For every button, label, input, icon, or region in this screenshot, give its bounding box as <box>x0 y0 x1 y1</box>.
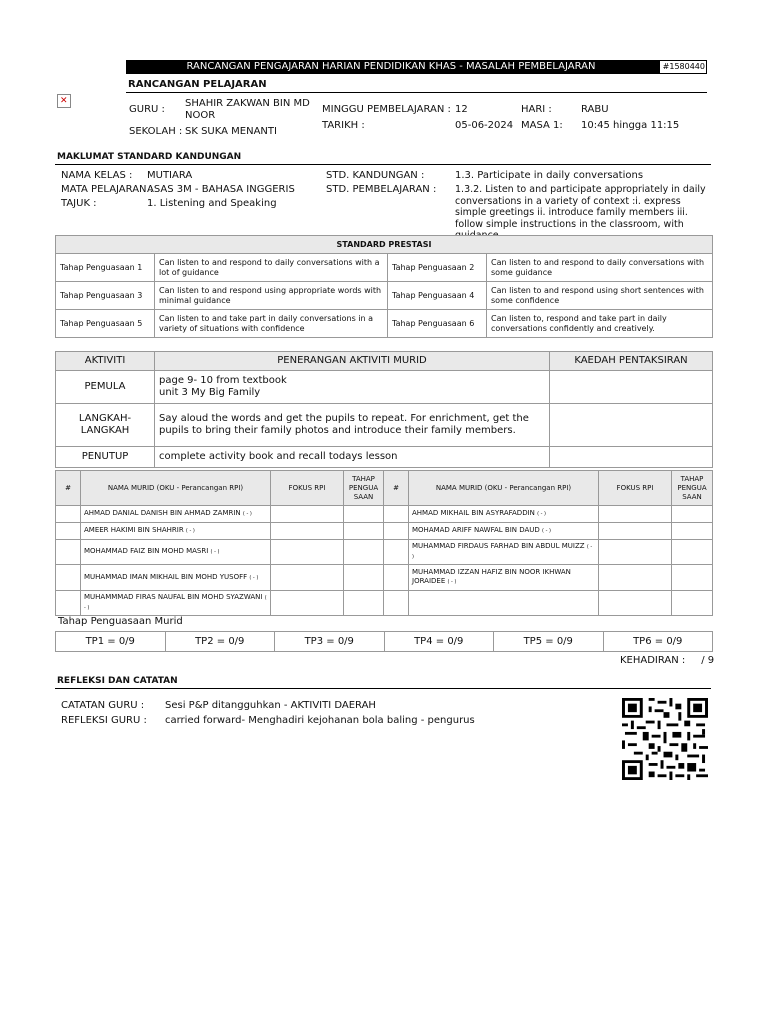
row-number-cell <box>384 523 409 540</box>
fokus-header: FOKUS RPI <box>599 471 672 506</box>
tahap-cell <box>344 523 384 540</box>
student-name: MUHAMMAD IZZAN HAFIZ BIN NOOR IKHWAN JORAIDEE ( - ) <box>409 565 599 591</box>
tp-description: Can listen to and take part in daily conversations in a variety of situations with confidence <box>155 310 388 338</box>
fokus-cell <box>599 506 672 523</box>
divider <box>126 92 707 93</box>
student-name: MUHAMMAD FIRDAUS FARHAD BIN ABDUL MUIZZ ( - ) <box>409 540 599 565</box>
divider <box>55 688 711 689</box>
row-number-cell <box>56 523 81 540</box>
tahap-cell <box>344 506 384 523</box>
fokus-cell <box>271 540 344 565</box>
row-number-cell <box>56 565 81 591</box>
student-name <box>409 591 599 616</box>
kaedah-cell <box>550 371 713 404</box>
tahap-header: TAHAP PENGUA SAAN <box>672 471 713 506</box>
murid-table <box>55 470 713 616</box>
tp-label: Tahap Penguasaan 3 <box>56 282 155 310</box>
fokus-cell <box>599 565 672 591</box>
tp-count: TP6 = 0/9 <box>603 632 713 652</box>
sekolah-label: SEKOLAH : <box>129 126 183 137</box>
kaedah-header: KAEDAH PENTAKSIRAN <box>550 352 713 371</box>
kaedah-cell <box>550 404 713 447</box>
student-name: MUHAMMAD IMAN MIKHAIL BIN MOHD YUSOFF ( - ) <box>81 565 271 591</box>
tp-summary-label: Tahap Penguasaan Murid <box>58 616 183 627</box>
tp-count: TP3 = 0/9 <box>275 632 385 652</box>
qr-code-icon <box>622 698 708 780</box>
table-row <box>56 565 713 591</box>
tahap-cell <box>344 565 384 591</box>
refleksi-value: carried forward- Menghadiri kejohanan bola baling - pengurus <box>165 715 475 726</box>
tahap-cell <box>672 506 713 523</box>
tp-label: Tahap Penguasaan 6 <box>388 310 487 338</box>
standard-prestasi-title: STANDARD PRESTASI <box>56 236 713 254</box>
fokus-cell <box>271 565 344 591</box>
masa-label: MASA 1: <box>521 120 563 131</box>
tahap-cell <box>672 565 713 591</box>
mata-pelajaran-value: ASAS 3M - BAHASA INGGERIS <box>147 184 295 195</box>
minggu-label: MINGGU PEMBELAJARAN : <box>322 104 451 115</box>
tarikh-value: 05-06-2024 <box>455 120 514 131</box>
aktiviti-header: AKTIVITI <box>56 352 155 371</box>
fokus-header: FOKUS RPI <box>271 471 344 506</box>
table-row <box>56 310 713 338</box>
tp-summary-table <box>55 631 713 652</box>
tp-label: Tahap Penguasaan 1 <box>56 254 155 282</box>
fokus-cell <box>599 591 672 616</box>
kaedah-cell <box>550 447 713 468</box>
masa-value: 10:45 hingga 11:15 <box>581 120 680 131</box>
tp-description: Can listen to and respond to daily conversations with some guidance <box>487 254 713 282</box>
student-name: AHMAD DANIAL DANISH BIN AHMAD ZAMRIN ( - ) <box>81 506 271 523</box>
tp-description: Can listen to and respond to daily conversations with a lot of guidance <box>155 254 388 282</box>
row-number-cell <box>384 540 409 565</box>
tarikh-label: TARIKH : <box>322 120 365 131</box>
refleksi-label: REFLEKSI GURU : <box>61 715 147 726</box>
catatan-value: Sesi P&P ditangguhkan - AKTIVITI DAERAH <box>165 700 376 711</box>
tajuk-value: 1. Listening and Speaking <box>147 198 277 209</box>
tp-label: Tahap Penguasaan 5 <box>56 310 155 338</box>
section-title-rancangan: RANCANGAN PELAJARAN <box>128 79 267 90</box>
tahap-header: TAHAP PENGUA SAAN <box>344 471 384 506</box>
student-name: MUHAMMMAD FIRAS NAUFAL BIN MOHD SYAZWANI ( - ) <box>81 591 271 616</box>
tp-label: Tahap Penguasaan 2 <box>388 254 487 282</box>
divider <box>55 164 711 165</box>
table-row <box>56 371 713 404</box>
nama-header: NAMA MURID (OKU - Perancangan RPI) <box>409 471 599 506</box>
student-name: MOHAMAD ARIFF NAWFAL BIN DAUD ( - ) <box>409 523 599 540</box>
catatan-label: CATATAN GURU : <box>61 700 145 711</box>
fokus-cell <box>599 523 672 540</box>
row-number-cell <box>384 506 409 523</box>
hari-value: RABU <box>581 104 609 115</box>
sekolah-value: SK SUKA MENANTI <box>185 126 277 137</box>
kelas-value: MUTIARA <box>147 170 193 181</box>
nama-header: NAMA MURID (OKU - Perancangan RPI) <box>81 471 271 506</box>
table-row <box>56 506 713 523</box>
aktiviti-description: complete activity book and recall todays lesson <box>155 447 550 468</box>
tp-count: TP1 = 0/9 <box>56 632 166 652</box>
no-header: # <box>384 471 409 506</box>
table-row <box>56 591 713 616</box>
table-row <box>56 523 713 540</box>
std-kandungan-value: 1.3. Participate in daily conversations <box>455 170 644 181</box>
tp-description: Can listen to, respond and take part in daily conversations confidently and creatively. <box>487 310 713 338</box>
broken-image-icon: ✕ <box>57 94 71 108</box>
aktiviti-label: PENUTUP <box>56 447 155 468</box>
tp-count: TP5 = 0/9 <box>494 632 604 652</box>
row-number-cell <box>384 591 409 616</box>
tp-count: TP4 = 0/9 <box>384 632 494 652</box>
fokus-cell <box>599 540 672 565</box>
tajuk-label: TAJUK : <box>61 198 97 209</box>
fokus-cell <box>271 523 344 540</box>
table-row <box>56 404 713 447</box>
table-row <box>56 540 713 565</box>
fokus-cell <box>271 591 344 616</box>
tahap-cell <box>672 523 713 540</box>
mata-pelajaran-label: MATA PELAJARAN : <box>61 184 154 195</box>
guru-label: GURU : <box>129 104 165 115</box>
tp-label: Tahap Penguasaan 4 <box>388 282 487 310</box>
tp-count: TP2 = 0/9 <box>165 632 275 652</box>
guru-value: SHAHIR ZAKWAN BIN MD NOOR <box>185 98 310 121</box>
row-number-cell <box>56 540 81 565</box>
row-number-cell <box>56 591 81 616</box>
tahap-cell <box>672 591 713 616</box>
student-name: MOHAMMAD FAIZ BIN MOHD MASRI ( - ) <box>81 540 271 565</box>
kehadiran: KEHADIRAN : / 9 <box>620 655 715 666</box>
tp-description: Can listen to and respond using short sentences with some confidence <box>487 282 713 310</box>
section-title-maklumat: MAKLUMAT STANDARD KANDUNGAN <box>57 152 242 162</box>
table-row <box>56 254 713 282</box>
document-id: #1580440 <box>659 60 707 74</box>
table-row <box>56 282 713 310</box>
fokus-cell <box>271 506 344 523</box>
student-name: AHMAD MIKHAIL BIN ASYRAFADDIN ( - ) <box>409 506 599 523</box>
tahap-cell <box>672 540 713 565</box>
minggu-value: 12 <box>455 104 468 115</box>
row-number-cell <box>56 506 81 523</box>
std-kandungan-label: STD. KANDUNGAN : <box>326 170 425 181</box>
aktiviti-description: Say aloud the words and get the pupils to repeat. For enrichment, get the pupils to bring their family photos and introduce their family members. <box>155 404 550 447</box>
std-pembelajaran-label: STD. PEMBELAJARAN : <box>326 184 437 195</box>
hari-label: HARI : <box>521 104 552 115</box>
penerangan-header: PENERANGAN AKTIVITI MURID <box>155 352 550 371</box>
aktiviti-label: LANGKAH-LANGKAH <box>56 404 155 447</box>
document-title: RANCANGAN PENGAJARAN HARIAN PENDIDIKAN KHAS - MASALAH PEMBELAJARAN <box>186 61 596 72</box>
aktiviti-description: page 9- 10 from textbook unit 3 My Big Family <box>155 371 550 404</box>
document-title-bar <box>126 60 707 74</box>
tp-description: Can listen to and respond using appropriate words with minimal guidance <box>155 282 388 310</box>
std-pembelajaran-value: 1.3.2. Listen to and participate appropriately in daily conversations in a variety of context :i. express simple greetings ii. introduce family members iii. follow simple instructions in the classroom, with <box>455 184 706 230</box>
row-number-cell <box>384 565 409 591</box>
kelas-label: NAMA KELAS : <box>61 170 133 181</box>
tahap-cell <box>344 591 384 616</box>
standard-prestasi-table <box>55 235 713 338</box>
section-title-refleksi: REFLEKSI DAN CATATAN <box>57 676 178 686</box>
no-header: # <box>56 471 81 506</box>
tahap-cell <box>344 540 384 565</box>
table-row <box>56 447 713 468</box>
student-name: AMEER HAKIMI BIN SHAHRIR ( - ) <box>81 523 271 540</box>
aktiviti-label: PEMULA <box>56 371 155 404</box>
aktiviti-table <box>55 351 713 468</box>
